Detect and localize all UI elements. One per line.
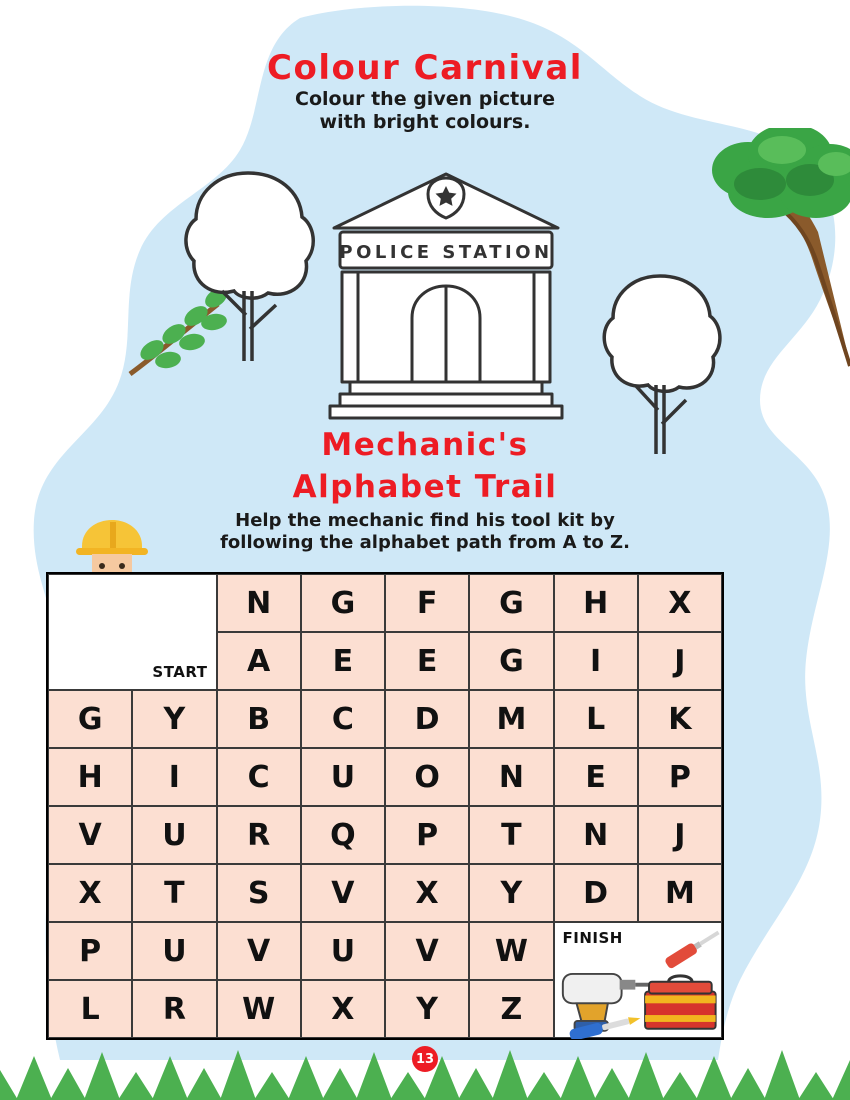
grid-cell[interactable]: I [554,632,638,690]
grid-cell[interactable]: U [132,806,216,864]
grid-cell[interactable]: Y [132,690,216,748]
grid-cell[interactable]: A [217,632,301,690]
grid-cell[interactable]: B [217,690,301,748]
start-cell [48,574,217,690]
grid-cell[interactable]: W [217,980,301,1038]
grid-cell[interactable]: Y [385,980,469,1038]
grid-cell[interactable]: U [132,922,216,980]
start-label: START [152,663,208,681]
grid-cell[interactable]: U [301,748,385,806]
grid-cell[interactable]: S [217,864,301,922]
colour-carnival-instructions [0,88,850,134]
grid-cell[interactable]: V [385,922,469,980]
grid-cell[interactable]: V [217,922,301,980]
instruction-line-2: following the alphabet path from A to Z. [220,532,630,553]
grid-cell[interactable]: M [638,864,722,922]
police-station-drawing [306,160,586,420]
grid-cell[interactable]: N [217,574,301,632]
title-line-1: Mechanic's [321,427,529,463]
tool-kit-icon [555,923,721,1039]
grid-cell[interactable]: R [132,980,216,1038]
grid-cell[interactable]: T [469,806,553,864]
finish-label: FINISH [562,929,623,947]
grid-cell[interactable]: C [301,690,385,748]
grid-cell[interactable]: C [217,748,301,806]
grid-cell[interactable]: M [469,690,553,748]
grid-cell[interactable]: W [469,922,553,980]
grid-cell[interactable]: N [554,806,638,864]
grid-cell[interactable]: G [469,574,553,632]
grid-cell[interactable]: F [385,574,469,632]
grid-cell[interactable]: K [638,690,722,748]
grid-cell[interactable]: V [301,864,385,922]
grid-cell[interactable]: P [638,748,722,806]
grid-cell[interactable]: I [132,748,216,806]
grid-cell[interactable]: Y [469,864,553,922]
grid-cell[interactable]: G [301,574,385,632]
grid-cell[interactable]: X [385,864,469,922]
grid-cell[interactable]: N [469,748,553,806]
instruction-line-1: Colour the given picture [295,88,555,110]
grid-cell[interactable]: L [554,690,638,748]
instruction-line-2: with bright colours. [319,111,531,133]
grid-cell[interactable]: G [48,690,132,748]
grid-cell[interactable]: X [301,980,385,1038]
police-station-sign-text: POLICE STATION [339,242,553,263]
grid-cell[interactable]: H [48,748,132,806]
page-title-colour-carnival: Colour Carnival [267,48,583,88]
grid-cell[interactable]: P [385,806,469,864]
grid-cell[interactable]: X [48,864,132,922]
grid-cell[interactable]: P [48,922,132,980]
grid-cell[interactable]: U [301,922,385,980]
alphabet-trail-grid[interactable] [46,572,724,1040]
page-number: 13 [412,1046,438,1072]
outline-tree-icon [178,165,318,365]
grid-cell[interactable]: E [385,632,469,690]
finish-cell [554,922,723,1038]
grid-cell[interactable]: X [638,574,722,632]
grid-cell[interactable]: J [638,806,722,864]
grid-cell[interactable]: D [554,864,638,922]
grid-cell[interactable]: O [385,748,469,806]
grid-cell[interactable]: L [48,980,132,1038]
grid-cell[interactable]: G [469,632,553,690]
grid-cell[interactable]: J [638,632,722,690]
instruction-line-1: Help the mechanic find his tool kit by [235,510,615,531]
grid-cell[interactable]: Z [469,980,553,1038]
page-title-alphabet-trail [0,424,850,508]
grid-cell[interactable]: R [217,806,301,864]
grid-cell[interactable]: E [554,748,638,806]
grid-cell[interactable]: D [385,690,469,748]
grid-cell[interactable]: V [48,806,132,864]
grid-cell[interactable]: Q [301,806,385,864]
grid-cell[interactable]: T [132,864,216,922]
grid-cell[interactable]: E [301,632,385,690]
title-line-2: Alphabet Trail [292,469,558,505]
grid-cell[interactable]: H [554,574,638,632]
